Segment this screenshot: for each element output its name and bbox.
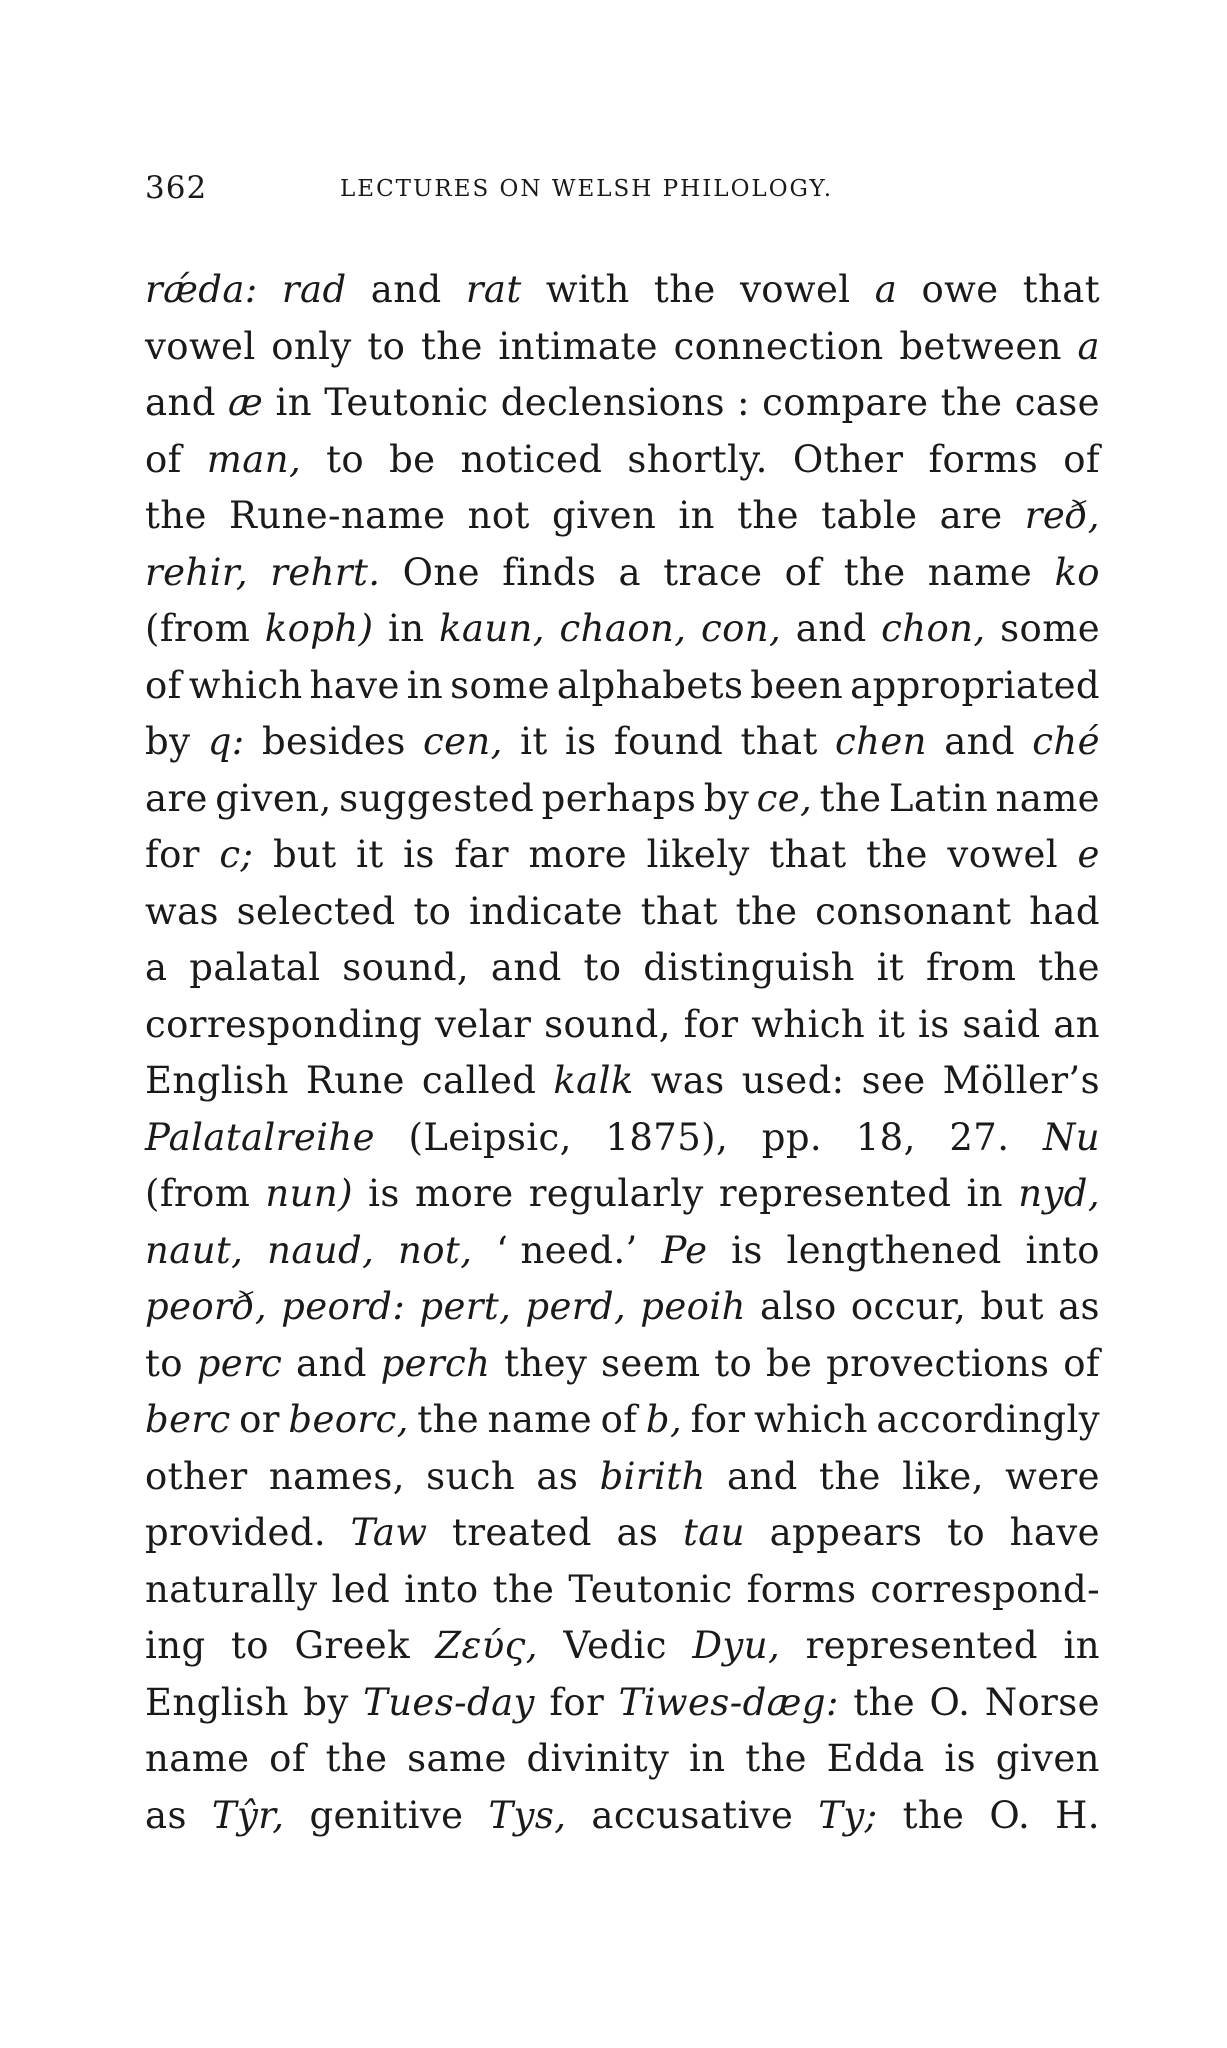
italic-word: Tŷr, xyxy=(211,1793,285,1837)
word: to xyxy=(231,1624,269,1667)
word: between xyxy=(899,324,1062,368)
word: seem xyxy=(601,1341,701,1385)
italic-word: ce, xyxy=(756,776,813,820)
word: with xyxy=(545,268,630,311)
word: found xyxy=(613,720,724,763)
italic-word: e xyxy=(1077,833,1100,876)
italic-word: Tues-day xyxy=(363,1680,535,1724)
word: a xyxy=(145,946,168,989)
word: Norse xyxy=(984,1680,1100,1724)
word: ‘ need.’ xyxy=(496,1228,638,1272)
word: is xyxy=(564,720,597,763)
word: the xyxy=(866,833,928,876)
word: Möller’s xyxy=(942,1059,1100,1102)
word: but xyxy=(272,833,337,876)
word: table xyxy=(821,494,918,537)
word: the xyxy=(145,494,207,537)
text-line xyxy=(145,262,1100,319)
word: for xyxy=(145,833,200,876)
word: a xyxy=(618,550,641,594)
word: the xyxy=(819,776,882,820)
word: alphabets xyxy=(556,663,744,707)
page-number: 362 xyxy=(145,170,208,206)
italic-word: chaon, xyxy=(559,607,687,650)
word: or xyxy=(239,1398,280,1441)
word: it xyxy=(877,1002,906,1046)
word: owe xyxy=(921,268,999,311)
italic-word: pert, xyxy=(419,1285,512,1328)
word: shortly. xyxy=(627,437,768,481)
word: is xyxy=(918,1002,950,1046)
word: One xyxy=(402,550,480,594)
text-line xyxy=(145,1505,1100,1562)
word: to xyxy=(367,324,406,368)
italic-word: ché xyxy=(1032,720,1100,763)
word: regularly xyxy=(528,1172,704,1215)
word: names, xyxy=(268,1454,405,1498)
italic-word: koph) xyxy=(264,607,374,650)
word: more xyxy=(528,833,628,876)
italic-word: perd, xyxy=(525,1285,627,1328)
word: are xyxy=(939,494,1003,537)
word: velar xyxy=(435,1002,532,1046)
word: and xyxy=(726,1454,798,1498)
italic-word: peord: xyxy=(281,1285,406,1328)
word: Vedic xyxy=(563,1624,667,1667)
word: it xyxy=(356,833,384,876)
word: of xyxy=(269,1737,306,1780)
word: of xyxy=(784,550,822,594)
word: of xyxy=(145,663,182,707)
word: some xyxy=(1000,607,1100,650)
word: and xyxy=(944,720,1015,763)
word: in xyxy=(1063,1624,1100,1667)
italic-word: ko xyxy=(1054,550,1100,594)
word: had xyxy=(1029,889,1100,933)
italic-word: Tiwes-dæg: xyxy=(618,1680,839,1724)
word: sound, xyxy=(342,946,470,989)
word: to xyxy=(947,1511,986,1554)
word: like, xyxy=(902,1454,984,1498)
text-line xyxy=(145,1223,1100,1280)
word: the xyxy=(417,1398,480,1441)
word: Edda xyxy=(826,1737,925,1780)
word: in xyxy=(388,607,425,650)
word: palatal xyxy=(189,946,321,989)
italic-word: nyd, xyxy=(1018,1172,1100,1215)
text-line xyxy=(145,432,1100,489)
word: English xyxy=(145,1059,289,1102)
word: vowel xyxy=(145,324,256,368)
page-header xyxy=(145,170,1100,218)
word: of xyxy=(600,1398,638,1441)
text-line xyxy=(145,940,1100,997)
word: forms xyxy=(928,437,1039,481)
word: in xyxy=(678,494,715,537)
word: vowel xyxy=(739,268,851,311)
word: by xyxy=(303,1680,349,1724)
italic-word: chon, xyxy=(881,607,986,650)
text-line xyxy=(145,827,1100,884)
italic-word: rat xyxy=(465,268,522,311)
word: Other xyxy=(792,437,904,481)
word: the xyxy=(653,268,716,311)
word: Greek xyxy=(294,1624,410,1667)
word: trace xyxy=(663,550,763,594)
word: of xyxy=(1063,437,1100,481)
word: for xyxy=(549,1680,605,1724)
word: correspond- xyxy=(870,1567,1100,1611)
word: Teutonic xyxy=(568,1567,733,1611)
italic-word: perc xyxy=(196,1341,283,1385)
text-line xyxy=(145,1392,1100,1449)
word: Rune xyxy=(305,1059,405,1102)
word: besides xyxy=(261,720,406,763)
word: connection xyxy=(673,324,884,368)
word: see xyxy=(861,1059,926,1102)
word: and xyxy=(370,268,442,311)
word: 18, xyxy=(855,1115,916,1159)
word: was xyxy=(650,1059,725,1102)
word: as xyxy=(1058,1285,1100,1328)
word: name xyxy=(995,776,1100,820)
word: used: xyxy=(741,1059,845,1102)
word: is xyxy=(944,1737,977,1780)
word: from xyxy=(926,946,1017,989)
text-line xyxy=(145,375,1100,432)
word: which xyxy=(188,663,303,707)
word: the xyxy=(940,381,1003,424)
word: to xyxy=(326,437,365,481)
word: ing xyxy=(145,1624,206,1667)
word: represented xyxy=(805,1624,1038,1667)
text-line xyxy=(145,1562,1100,1619)
italic-word: tau xyxy=(682,1511,745,1554)
word: consonant xyxy=(815,889,1012,933)
italic-word: Ζεύς, xyxy=(435,1624,538,1667)
italic-word: c; xyxy=(219,833,254,876)
word: other xyxy=(145,1454,248,1498)
italic-word: rǽda: xyxy=(145,268,258,311)
word: and xyxy=(145,381,216,424)
word: sound, xyxy=(544,1002,671,1046)
word: provided. xyxy=(145,1511,327,1554)
word: lengthened xyxy=(786,1228,1002,1272)
word: the xyxy=(902,1793,965,1837)
word: in xyxy=(275,381,312,424)
italic-word: æ xyxy=(228,381,264,424)
word: case xyxy=(1014,381,1100,424)
word: the xyxy=(843,550,906,594)
word: occur, xyxy=(850,1285,967,1328)
italic-word: rad xyxy=(281,268,347,311)
word: of xyxy=(1063,1341,1100,1385)
italic-word: kalk xyxy=(553,1059,634,1102)
word: is xyxy=(731,1228,763,1272)
italic-word: chen xyxy=(835,720,927,763)
word: in xyxy=(406,663,444,707)
word: (from xyxy=(145,1172,251,1215)
word: name xyxy=(487,1398,593,1441)
italic-word: naud, xyxy=(267,1228,375,1272)
italic-word: not, xyxy=(398,1228,473,1272)
body-paragraph xyxy=(145,262,1100,1844)
word: more xyxy=(414,1172,514,1215)
word: English xyxy=(145,1680,289,1724)
word: forms xyxy=(746,1567,857,1611)
word: name xyxy=(145,1737,250,1780)
word: by xyxy=(703,776,750,820)
word: in xyxy=(966,1172,1004,1215)
word: as xyxy=(536,1454,579,1498)
word: (from xyxy=(145,607,251,650)
word: as xyxy=(616,1511,659,1554)
italic-word: con, xyxy=(701,607,782,650)
text-line xyxy=(145,1166,1100,1223)
word: O. xyxy=(989,1793,1031,1837)
italic-word: Ty; xyxy=(818,1793,878,1837)
italic-word: naut, xyxy=(145,1228,244,1272)
text-line xyxy=(145,771,1100,828)
italic-word: a xyxy=(874,268,898,311)
word: be xyxy=(765,1341,813,1385)
word: the xyxy=(745,1737,807,1780)
word: naturally xyxy=(145,1567,318,1611)
text-line xyxy=(145,1110,1100,1167)
italic-word: peorð, xyxy=(145,1285,267,1328)
word: accusative xyxy=(591,1793,794,1837)
text-line xyxy=(145,1449,1100,1506)
word: to xyxy=(145,1341,183,1385)
word: by xyxy=(145,720,191,763)
word: an xyxy=(1053,1002,1100,1046)
word: have xyxy=(309,663,400,707)
italic-word: berc xyxy=(145,1398,231,1441)
word: perhaps xyxy=(541,776,697,820)
word: but xyxy=(980,1285,1044,1328)
word: such xyxy=(426,1454,516,1498)
word: the xyxy=(737,494,799,537)
text-line xyxy=(145,658,1100,715)
italic-word: beorc, xyxy=(288,1398,409,1441)
word: the xyxy=(325,1737,388,1780)
word: of xyxy=(145,437,182,481)
word: suggested xyxy=(339,776,535,820)
word: are xyxy=(145,776,208,820)
word: provections xyxy=(826,1341,1050,1385)
text-line xyxy=(145,488,1100,545)
text-line xyxy=(145,545,1100,602)
word: in xyxy=(689,1737,726,1780)
text-line xyxy=(145,601,1100,658)
italic-word: Tys, xyxy=(488,1793,567,1837)
word: been xyxy=(750,663,844,707)
italic-word: Palatalreihe xyxy=(145,1115,375,1159)
italic-word: q: xyxy=(207,720,245,763)
word: finds xyxy=(502,550,597,594)
word: was xyxy=(145,889,219,933)
word: intimate xyxy=(498,324,658,368)
word: that xyxy=(740,720,818,763)
word: is xyxy=(368,1172,400,1215)
word: likely xyxy=(646,833,750,876)
word: the xyxy=(819,1454,881,1498)
word: to xyxy=(413,889,452,933)
word: only xyxy=(271,324,352,368)
italic-word: birith xyxy=(599,1454,706,1498)
word: which xyxy=(753,1398,868,1441)
word: be xyxy=(389,437,436,481)
word: Latin xyxy=(888,776,989,820)
word: to xyxy=(714,1341,753,1385)
word: the xyxy=(420,324,483,368)
word: the xyxy=(735,889,798,933)
italic-word: a xyxy=(1077,324,1100,368)
word: Teutonic xyxy=(324,381,489,424)
text-line xyxy=(145,1675,1100,1732)
word: for xyxy=(690,1398,746,1441)
text-line xyxy=(145,1336,1100,1393)
word: O. xyxy=(929,1680,971,1724)
text-line xyxy=(145,319,1100,376)
text-line xyxy=(145,1731,1100,1788)
word: led xyxy=(331,1567,391,1611)
word: corresponding xyxy=(145,1002,423,1046)
word: is xyxy=(403,833,435,876)
word: that xyxy=(1022,268,1100,311)
italic-word: perch xyxy=(380,1341,491,1385)
word: the xyxy=(1038,946,1100,989)
word: 27. xyxy=(949,1115,1010,1159)
italic-word: reð, xyxy=(1024,494,1100,537)
word: said xyxy=(962,1002,1041,1046)
word: distinguish xyxy=(643,946,855,989)
italic-word: Pe xyxy=(661,1228,708,1272)
word: appropriated xyxy=(850,663,1100,707)
word: and xyxy=(795,607,867,650)
italic-word: rehir, xyxy=(145,550,249,594)
word: as xyxy=(145,1793,187,1837)
text-line xyxy=(145,1788,1100,1845)
word: that xyxy=(640,889,718,933)
word: which xyxy=(751,1002,866,1046)
word: indicate xyxy=(469,889,623,933)
word: into xyxy=(404,1567,479,1611)
italic-word: peoih xyxy=(640,1285,746,1328)
text-line xyxy=(145,1279,1100,1336)
text-line xyxy=(145,714,1100,771)
word: selected xyxy=(236,889,396,933)
word: it xyxy=(520,720,548,763)
word: H. xyxy=(1055,1793,1100,1837)
word: given xyxy=(552,494,657,537)
word: that xyxy=(769,833,847,876)
word: genitive xyxy=(309,1793,464,1837)
word: Rune-name xyxy=(229,494,446,537)
italic-word: Taw xyxy=(350,1511,428,1554)
italic-word: kaun, xyxy=(439,607,545,650)
italic-word: b, xyxy=(645,1398,683,1441)
word: represented xyxy=(718,1172,952,1215)
word: (Leipsic, xyxy=(408,1115,572,1159)
word: to xyxy=(583,946,622,989)
italic-word: man, xyxy=(206,437,302,481)
word: pp. xyxy=(761,1115,823,1159)
word: noticed xyxy=(460,437,603,481)
word: for xyxy=(683,1002,739,1046)
text-line xyxy=(145,1618,1100,1675)
text-line xyxy=(145,1053,1100,1110)
word: not xyxy=(467,494,530,537)
word: also xyxy=(759,1285,837,1328)
text-line xyxy=(145,997,1100,1054)
word: vowel xyxy=(947,833,1058,876)
text-line xyxy=(145,884,1100,941)
word: were xyxy=(1005,1454,1100,1498)
word: treated xyxy=(452,1511,592,1554)
italic-word: cen, xyxy=(423,720,503,763)
word: accordingly xyxy=(876,1398,1100,1441)
word: the xyxy=(492,1567,555,1611)
word: declensions : xyxy=(500,381,750,424)
word: compare xyxy=(762,381,929,424)
word: the xyxy=(853,1680,916,1724)
word: same xyxy=(407,1737,507,1780)
italic-word: rehrt. xyxy=(270,550,381,594)
word: and xyxy=(296,1341,367,1385)
running-title: LECTURES ON WELSH PHILOLOGY. xyxy=(340,176,834,202)
word: name xyxy=(927,550,1033,594)
italic-word: nun) xyxy=(265,1172,353,1215)
word: far xyxy=(454,833,509,876)
word: and xyxy=(490,946,562,989)
word: into xyxy=(1025,1228,1100,1272)
word: 1875), xyxy=(605,1115,729,1159)
word: given, xyxy=(215,776,332,820)
word: divinity xyxy=(526,1737,670,1780)
italic-word: Dyu, xyxy=(692,1624,781,1667)
word: appears xyxy=(769,1511,923,1554)
word: it xyxy=(876,946,905,989)
italic-word: Nu xyxy=(1042,1115,1100,1159)
word: given xyxy=(995,1737,1100,1780)
word: called xyxy=(421,1059,537,1102)
word: they xyxy=(504,1341,588,1385)
word: have xyxy=(1009,1511,1100,1554)
word: some xyxy=(450,663,550,707)
